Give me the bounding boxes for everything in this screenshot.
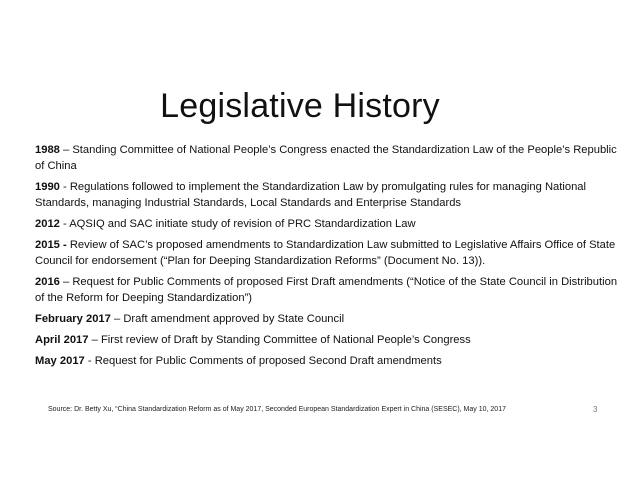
- source-citation: Source: Dr. Betty Xu, “China Standardization Reform as of May 2017, Seconded European Standardization Expert in China (SESEC), May 10, 2017: [48, 406, 506, 413]
- entry-separator: –: [59, 144, 73, 156]
- entry-separator: -: [84, 355, 95, 367]
- entry-text: Draft amendment approved by State Council: [123, 313, 345, 325]
- entry-date: 1988: [35, 144, 60, 156]
- page-number: 3: [593, 405, 598, 414]
- entry-separator: –: [59, 276, 73, 288]
- entry-text: Regulations followed to implement the Standardization Law by promulgating rules for managing National Standards, managing Industrial Standards, Local Standards and Enterprise Standards: [35, 181, 587, 209]
- history-entry: [35, 353, 620, 369]
- entry-text: Review of SAC’s proposed amendments to Standardization Law submitted to Legislative Affairs Office of State Council for endorsement (“Plan for Deeping Standardization Reforms” (Document No. 13)).: [35, 239, 616, 267]
- entry-separator: –: [88, 334, 101, 346]
- entry-text: Request for Public Comments of proposed Second Draft amendments: [94, 355, 442, 367]
- entry-date: February 2017: [35, 313, 111, 325]
- entry-date: May 2017: [35, 355, 85, 367]
- entry-date: April 2017: [35, 334, 89, 346]
- entry-date: 2015 -: [35, 239, 67, 251]
- history-entry: [35, 142, 620, 174]
- slide-title: Legislative History: [160, 87, 440, 125]
- entry-date: 2016: [35, 276, 60, 288]
- entry-text: Request for Public Comments of proposed First Draft amendments (“Notice of the State Council in Distribution of the Reform for Deeping Standardization”): [35, 276, 618, 304]
- history-entry: [35, 332, 620, 348]
- entry-text: AQSIQ and SAC initiate study of revision of PRC Standardization Law: [69, 218, 416, 230]
- history-entry: [35, 311, 620, 327]
- history-entry: [35, 216, 620, 232]
- history-entry: [35, 179, 620, 211]
- history-list: [35, 142, 620, 374]
- entry-date: 1990: [35, 181, 60, 193]
- history-entry: [35, 237, 620, 269]
- entry-date: 2012: [35, 218, 60, 230]
- entry-text: First review of Draft by Standing Committee of National People’s Congress: [100, 334, 471, 346]
- entry-separator: -: [59, 181, 70, 193]
- history-entry: [35, 274, 620, 306]
- entry-separator: –: [110, 313, 124, 325]
- entry-separator: -: [59, 218, 70, 230]
- entry-text: Standing Committee of National People’s Congress enacted the Standardization Law of the People’s Republic of China: [35, 144, 617, 172]
